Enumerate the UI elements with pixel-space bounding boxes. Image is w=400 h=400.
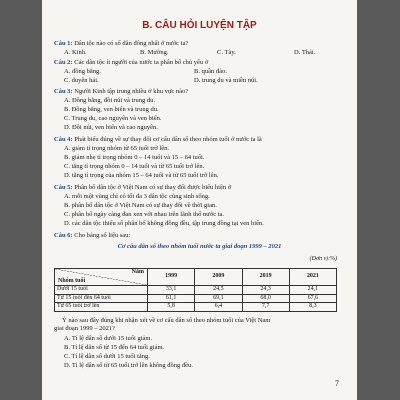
page-number: 7 bbox=[335, 379, 339, 388]
question-5 bbox=[54, 184, 231, 192]
table-caption: Cơ cấu dân số theo nhóm tuổi nước ta giai đoạn 1999 – 2021 bbox=[117, 243, 282, 250]
option-a: A. đồng bằng. bbox=[64, 68, 101, 75]
cell-value: 67,6 bbox=[289, 294, 336, 303]
option-d: D. các dân tộc thiểu số phân bố không đồng đều, tập trung đồng tại ven biển. bbox=[64, 220, 264, 227]
option-c: C. duyên hải. bbox=[64, 77, 99, 84]
option-a: A. Tỉ lệ dân số dưới 15 tuổi giảm. bbox=[64, 335, 153, 342]
question-2 bbox=[54, 59, 208, 67]
question-1 bbox=[54, 40, 188, 48]
cell-value: 8,3 bbox=[289, 303, 336, 312]
option-c: C. Trung du, cao nguyên và ven biển. bbox=[64, 115, 162, 122]
option-b: B. Tỉ lệ dân số từ 15 đến 64 tuổi giảm. bbox=[64, 344, 165, 351]
row-label: Dưới 15 tuổi bbox=[55, 286, 148, 295]
row-label: Từ 15 tuổi đến 64 tuổi bbox=[55, 294, 148, 303]
option-c: C. tăng tỉ trọng nhóm 0 – 14 tuổi và từ 65 tuổi trở lên. bbox=[64, 163, 205, 170]
question-6-prompt-line2: giai đoạn 1999 – 2021? bbox=[54, 325, 116, 332]
cell-value: 24,5 bbox=[195, 286, 242, 295]
table-header-row bbox=[55, 269, 337, 286]
table-corner-cell bbox=[55, 269, 148, 286]
cell-value: 68,0 bbox=[242, 294, 289, 303]
option-c: C. Tày. bbox=[217, 49, 236, 56]
cell-value: 7,7 bbox=[242, 303, 289, 312]
section-title: B. CÂU HỎI LUYỆN TẬP bbox=[142, 20, 257, 31]
question-label: Câu 1: bbox=[54, 40, 73, 47]
cell-value: 24,1 bbox=[289, 286, 336, 295]
question-text: Các dân tộc ít người của nước ta phân bố chủ yếu ở bbox=[74, 59, 209, 66]
option-b: B. phân bố dân tộc ở Việt Nam có sự thay đổi về thời gian. bbox=[64, 202, 217, 209]
question-6-prompt-line1: Ý nào sau đây đúng khi nhận xét về cơ cấu dân số theo nhóm tuổi của Việt Nam bbox=[62, 317, 271, 324]
question-label: Câu 4: bbox=[54, 136, 73, 143]
table-row bbox=[55, 286, 337, 295]
option-b: B. quần đảo. bbox=[194, 68, 227, 75]
option-a: A. giảm tỉ trọng nhóm từ 65 tuổi trở lên. bbox=[64, 145, 169, 152]
year-header: 2019 bbox=[242, 269, 289, 286]
option-b: B. Mường. bbox=[140, 49, 169, 56]
cell-value: 61,1 bbox=[148, 294, 195, 303]
cell-value: 33,1 bbox=[148, 286, 195, 295]
option-c: C. phân bố ngày càng đan xen với nhau trên lãnh thổ nước ta. bbox=[64, 211, 225, 218]
option-c: C. Tỉ lệ dân số dưới 15 tuổi tăng. bbox=[64, 353, 150, 360]
question-text: Người Kinh tập trung nhiều ở khu vực nào? bbox=[74, 88, 189, 95]
question-label: Câu 3: bbox=[54, 88, 73, 95]
option-d: D. Tỉ lệ dân số từ 65 tuổi trở lên không đồng đều. bbox=[64, 362, 193, 369]
question-label: Câu 5: bbox=[54, 184, 73, 191]
question-6 bbox=[54, 232, 130, 240]
book-page bbox=[42, 0, 357, 400]
option-d: D. trung du và miền núi. bbox=[194, 77, 258, 84]
table-row bbox=[55, 303, 337, 312]
option-b: B. Đồng bằng, ven biển và trung du. bbox=[64, 106, 159, 113]
cell-value: 69,1 bbox=[195, 294, 242, 303]
table-unit: (Đơn vị:%) bbox=[309, 256, 337, 262]
year-header: 1999 bbox=[148, 269, 195, 286]
question-3 bbox=[54, 88, 188, 96]
question-text: Dân tộc nào có số dân đông nhất ở nước ta? bbox=[74, 40, 189, 47]
cell-value: 6,4 bbox=[195, 303, 242, 312]
option-a: A. Kinh. bbox=[64, 49, 87, 56]
option-b: B. giảm nhẹ tỉ trọng nhóm 0 – 14 tuổi và 15 – 64 tuổi. bbox=[64, 154, 205, 161]
year-header: 2009 bbox=[195, 269, 242, 286]
table-row bbox=[55, 294, 337, 303]
question-4 bbox=[54, 136, 262, 144]
option-a: A. mỗi một vùng chỉ có tối đa 3 dân tộc cùng sinh sống. bbox=[64, 193, 210, 200]
question-label: Câu 6: bbox=[54, 232, 73, 239]
question-text: Cho bảng số liệu sau: bbox=[74, 232, 131, 239]
option-d: D. Thái. bbox=[294, 49, 316, 56]
question-label: Câu 2: bbox=[54, 59, 73, 66]
cell-value: 24,3 bbox=[242, 286, 289, 295]
question-text: Phát biểu đúng về sự thay đổi cơ cấu dân số theo nhóm tuổi ở nước ta là bbox=[74, 136, 262, 143]
year-header: 2021 bbox=[289, 269, 336, 286]
option-d: D. tăng tỉ trọng của nhóm 15 – 64 tuổi và từ 65 tuổi trở lên. bbox=[64, 172, 219, 179]
corner-year-label: Năm bbox=[131, 269, 144, 275]
option-d: D. Đồi núi, ven biển và cao nguyên. bbox=[64, 124, 158, 131]
option-a: A. Đồng bằng, đồi núi và trung du. bbox=[64, 97, 155, 104]
question-text: Phân bố dân tộc ở Việt Nam có sự thay đổi được biểu hiện ở bbox=[74, 184, 232, 191]
row-label: Từ 65 tuổi trở lên bbox=[55, 303, 148, 312]
data-table bbox=[54, 268, 337, 312]
cell-value: 5,8 bbox=[148, 303, 195, 312]
corner-group-label: Nhóm tuổi bbox=[58, 277, 86, 284]
